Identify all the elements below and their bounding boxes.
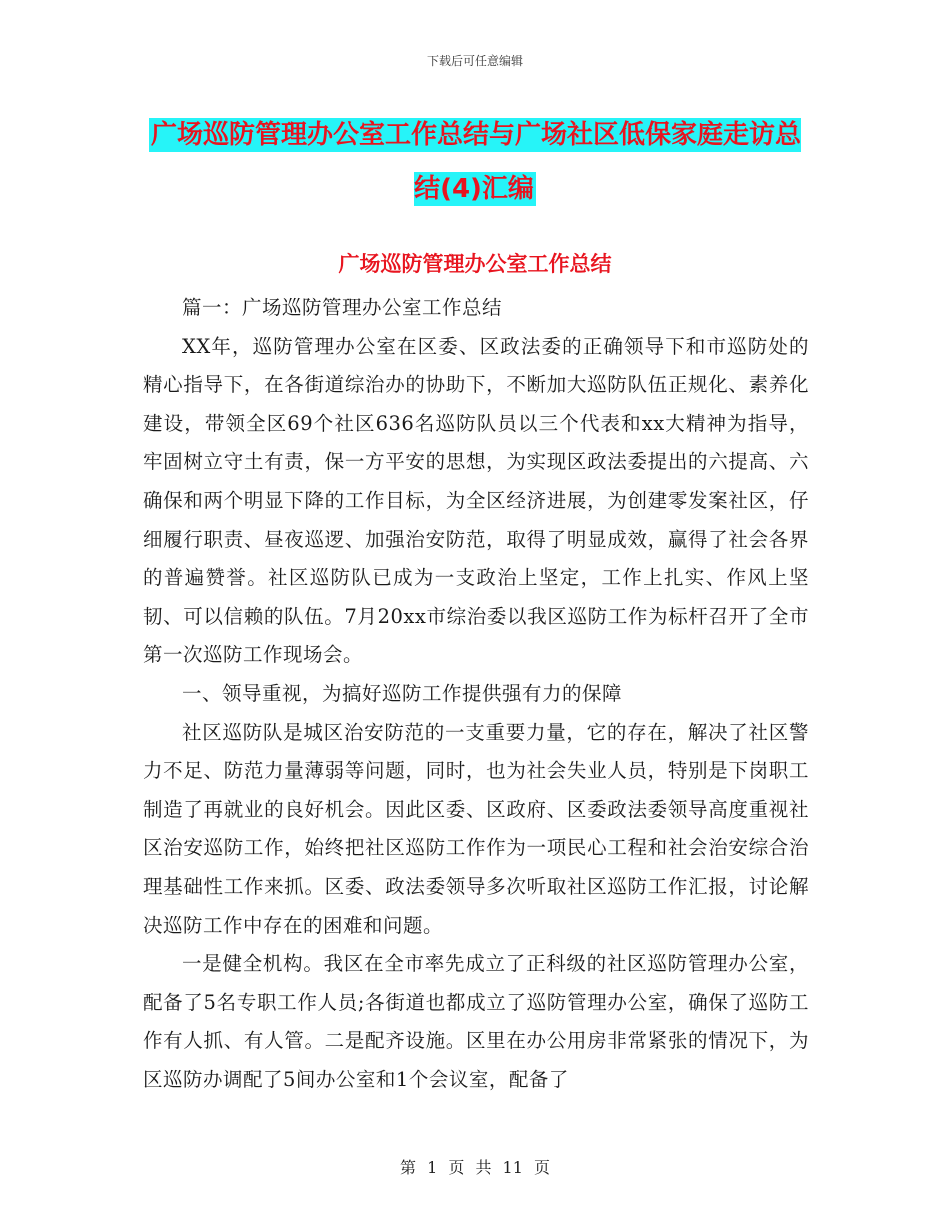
paragraph: 社区巡防队是城区治安防范的一支重要力量，它的存在，解决了社区警力不足、防范力量薄弱等问题，同时，也为社会失业人员，特别是下岗职工制造了再就业的良好机会。因此区委、区政府、区委政法委领导高度重视社区治安巡防工作，始终把社区巡防工作作为一项民心工程和社会治安综合治理基础性工作来抓。区委、政法委领导多次听取社区巡防工作汇报，讨论解决巡防工作中存在的困难和问题。 [143, 720, 809, 937]
paragraph: 一是健全机构。我区在全市率先成立了正科级的社区巡防管理办公室，配备了5名专职工作人员;各街道也都成立了巡防管理办公室，确保了巡防工作有人抓、有人管。二是配齐设施。区里在办公用房非常紧张的情况下，为区巡防办调配了5间办公室和1个会议室，配备了 [143, 952, 809, 1091]
page-number-footer: 第 1 页 共 11 页 [400, 1158, 550, 1177]
page-header-note: 下载后可任意编辑 [426, 54, 523, 68]
document-title-text: 广场巡防管理办公室工作总结与广场社区低保家庭走访总结(4)汇编 [150, 120, 801, 204]
paragraph: XX年，巡防管理办公室在区委、区政法委的正确领导下和市巡防处的精心指导下，在各街道综治办的协助下，不断加大巡防队伍正规化、素养化建设，带领全区69个社区636名巡防队员以三个代表和xx大精神为指导，牢固树立守土有责，保一方平安的思想，为实现区政法委提出的六提高、六确保和两个明显下降的工作目标，为全区经济进展，为创建零发案社区，仔细履行职责、昼夜巡逻、加强治安防范，取得了明显成效，赢得了社会各界的普遍赞誉。社区巡防队已成为一支政治上坚定，工作上扎实、作风上坚韧、可以信赖的队伍。7月20xx市综治委以我区巡防工作为标杆召开了全市第一次巡防工作现场会。 [143, 334, 809, 667]
section-title: 广场巡防管理办公室工作总结 [338, 252, 612, 276]
document-title [140, 108, 810, 216]
paragraph-subtitle: 篇一：广场巡防管理办公室工作总结 [182, 296, 503, 319]
paragraph-heading: 一、领导重视，为搞好巡防工作提供强有力的保障 [182, 681, 623, 705]
document-body [143, 289, 809, 1099]
